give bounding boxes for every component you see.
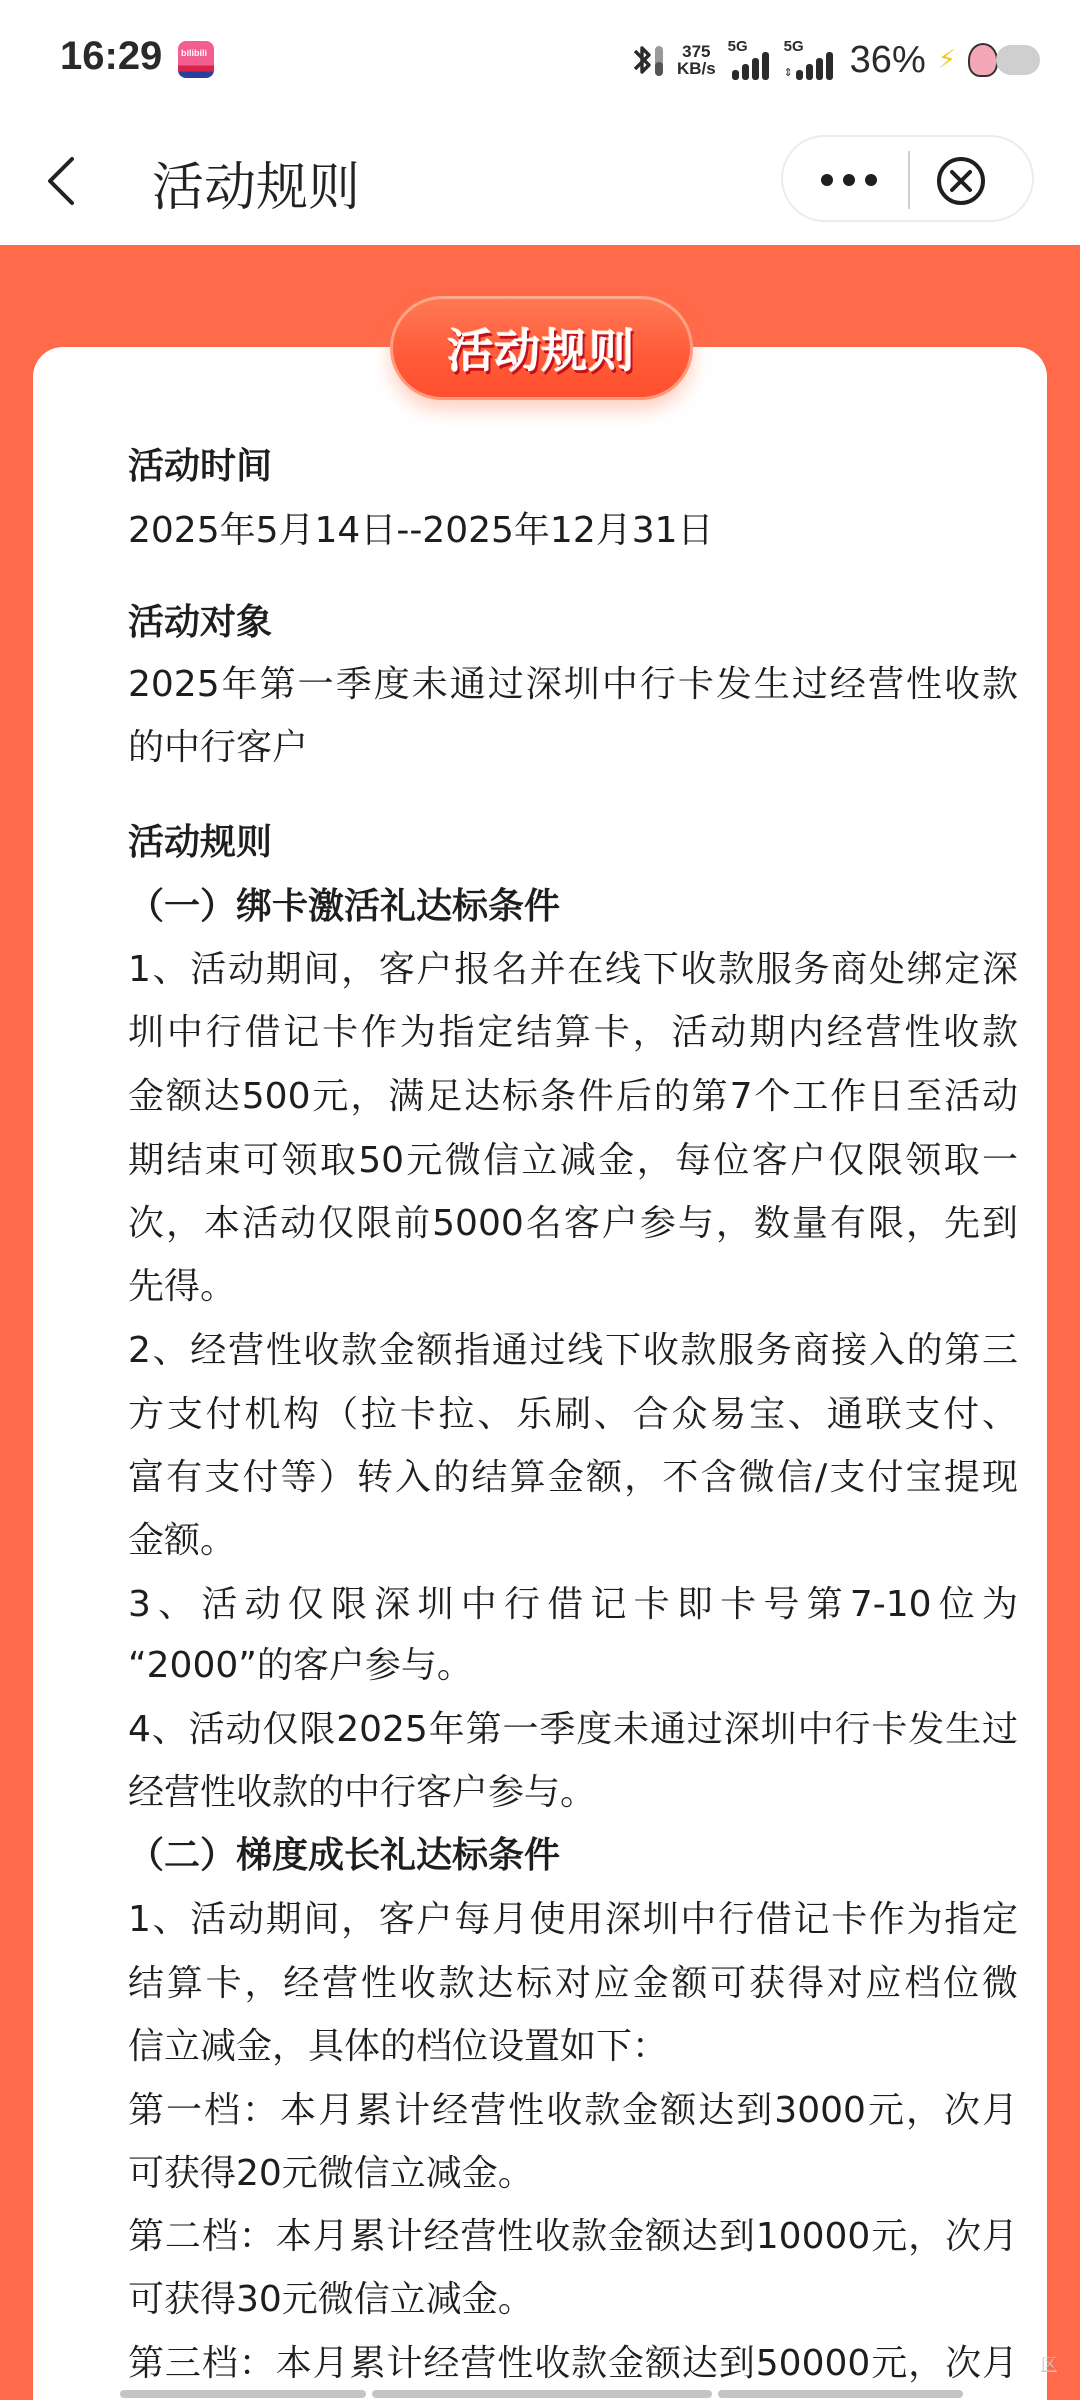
tier-line: 可获得20元微信立减金。	[128, 2153, 534, 2194]
rules-title-badge	[390, 296, 693, 400]
rule-line: 金额。	[128, 1520, 237, 1561]
sim1-label: 5G	[727, 38, 748, 55]
signal-icon-sim2: 5G ⇕	[784, 40, 838, 80]
net-speed-value: 375	[682, 42, 711, 61]
pet-icon	[968, 43, 998, 77]
mini-program-capsule	[781, 135, 1034, 222]
scroll-indicator-segment	[372, 2390, 712, 2398]
rules-part2-title: （二）梯度成长礼达标条件	[128, 1835, 561, 1876]
bluetooth-icon	[629, 40, 665, 80]
rule-line: “2000”的客户参与。	[128, 1645, 473, 1686]
capsule-divider	[908, 151, 910, 209]
chevron-left-icon[interactable]	[40, 153, 82, 209]
rule-line: 金额达500元，满足达标条件后的第7个工作日至活动	[128, 1076, 1018, 1117]
rule-line: 1、活动期间，客户每月使用深圳中行借记卡作为指定	[128, 1899, 1018, 1940]
rule-line: 3、活动仅限深圳中行借记卡即卡号第7-10位为	[128, 1584, 1018, 1625]
rule-line: 次，本活动仅限前5000名客户参与，数量有限，先到	[128, 1203, 1018, 1244]
scroll-indicator-segment	[120, 2390, 366, 2398]
tier-line: 第二档：本月累计经营性收款金额达到10000元，次月	[128, 2216, 1018, 2257]
bilibili-icon	[178, 41, 214, 78]
rule-line: 结算卡，经营性收款达标对应金额可获得对应档位微	[128, 1963, 1018, 2004]
tier-line: 可获得30元微信立减金。	[128, 2279, 534, 2320]
rule-line: 富有支付等）转入的结算金额，不含微信/支付宝提现	[128, 1457, 1018, 1498]
scroll-indicator-segment	[718, 2390, 963, 2398]
battery-level: 36%	[849, 38, 926, 81]
net-speed-unit: KB/s	[676, 59, 716, 78]
tier-line: 第一档：本月累计经营性收款金额达到3000元，次月	[128, 2090, 1018, 2131]
status-bar	[0, 0, 1080, 115]
lightning-icon: ⚡	[937, 45, 956, 75]
rule-line: 先得。	[128, 1266, 237, 1307]
edge-mark: 区	[1041, 2355, 1058, 2374]
signal-icon-sim1	[728, 40, 772, 80]
rule-line: 1、活动期间，客户报名并在线下收款服务商处绑定深	[128, 949, 1018, 990]
section-heading-target: 活动对象	[128, 602, 273, 643]
rule-line: 圳中行借记卡作为指定结算卡，活动期内经营性收款	[128, 1012, 1018, 1053]
tier-line: 第三档：本月累计经营性收款金额达到50000元，次月	[128, 2343, 1018, 2384]
target-line: 2025年第一季度未通过深圳中行卡发生过经营性收款	[128, 664, 1018, 705]
rule-line: 信立减金，具体的档位设置如下：	[128, 2026, 669, 2067]
status-icons	[629, 38, 1040, 82]
network-speed	[677, 43, 716, 77]
rule-line: 经营性收款的中行客户参与。	[128, 1772, 597, 1813]
target-line: 的中行客户	[128, 727, 309, 768]
nav-bar	[0, 115, 1080, 245]
rule-line: 4、活动仅限2025年第一季度未通过深圳中行卡发生过	[128, 1709, 1018, 1750]
more-dots-icon[interactable]	[821, 167, 891, 193]
cloud-icon	[996, 45, 1040, 75]
status-time: 16:29	[60, 34, 163, 78]
page-title: 活动规则	[152, 158, 361, 218]
rule-line: 方支付机构（拉卡拉、乐刷、合众易宝、通联支付、	[128, 1394, 1018, 1435]
app-icon-label: bilibili	[181, 48, 207, 58]
section-heading-rules: 活动规则	[128, 822, 273, 863]
badge-title: 活动规则	[447, 324, 636, 378]
close-circle-icon[interactable]	[935, 155, 987, 207]
rules-part1-title: （一）绑卡激活礼达标条件	[128, 886, 561, 927]
sim2-label: 5G	[783, 38, 804, 55]
section-heading-time: 活动时间	[128, 446, 273, 487]
rules-card	[33, 347, 1047, 2400]
activity-period: 2025年5月14日--2025年12月31日	[128, 510, 714, 551]
rule-line: 期结束可领取50元微信立减金，每位客户仅限领取一	[128, 1140, 1018, 1181]
rule-line: 2、经营性收款金额指通过线下收款服务商接入的第三	[128, 1330, 1018, 1371]
